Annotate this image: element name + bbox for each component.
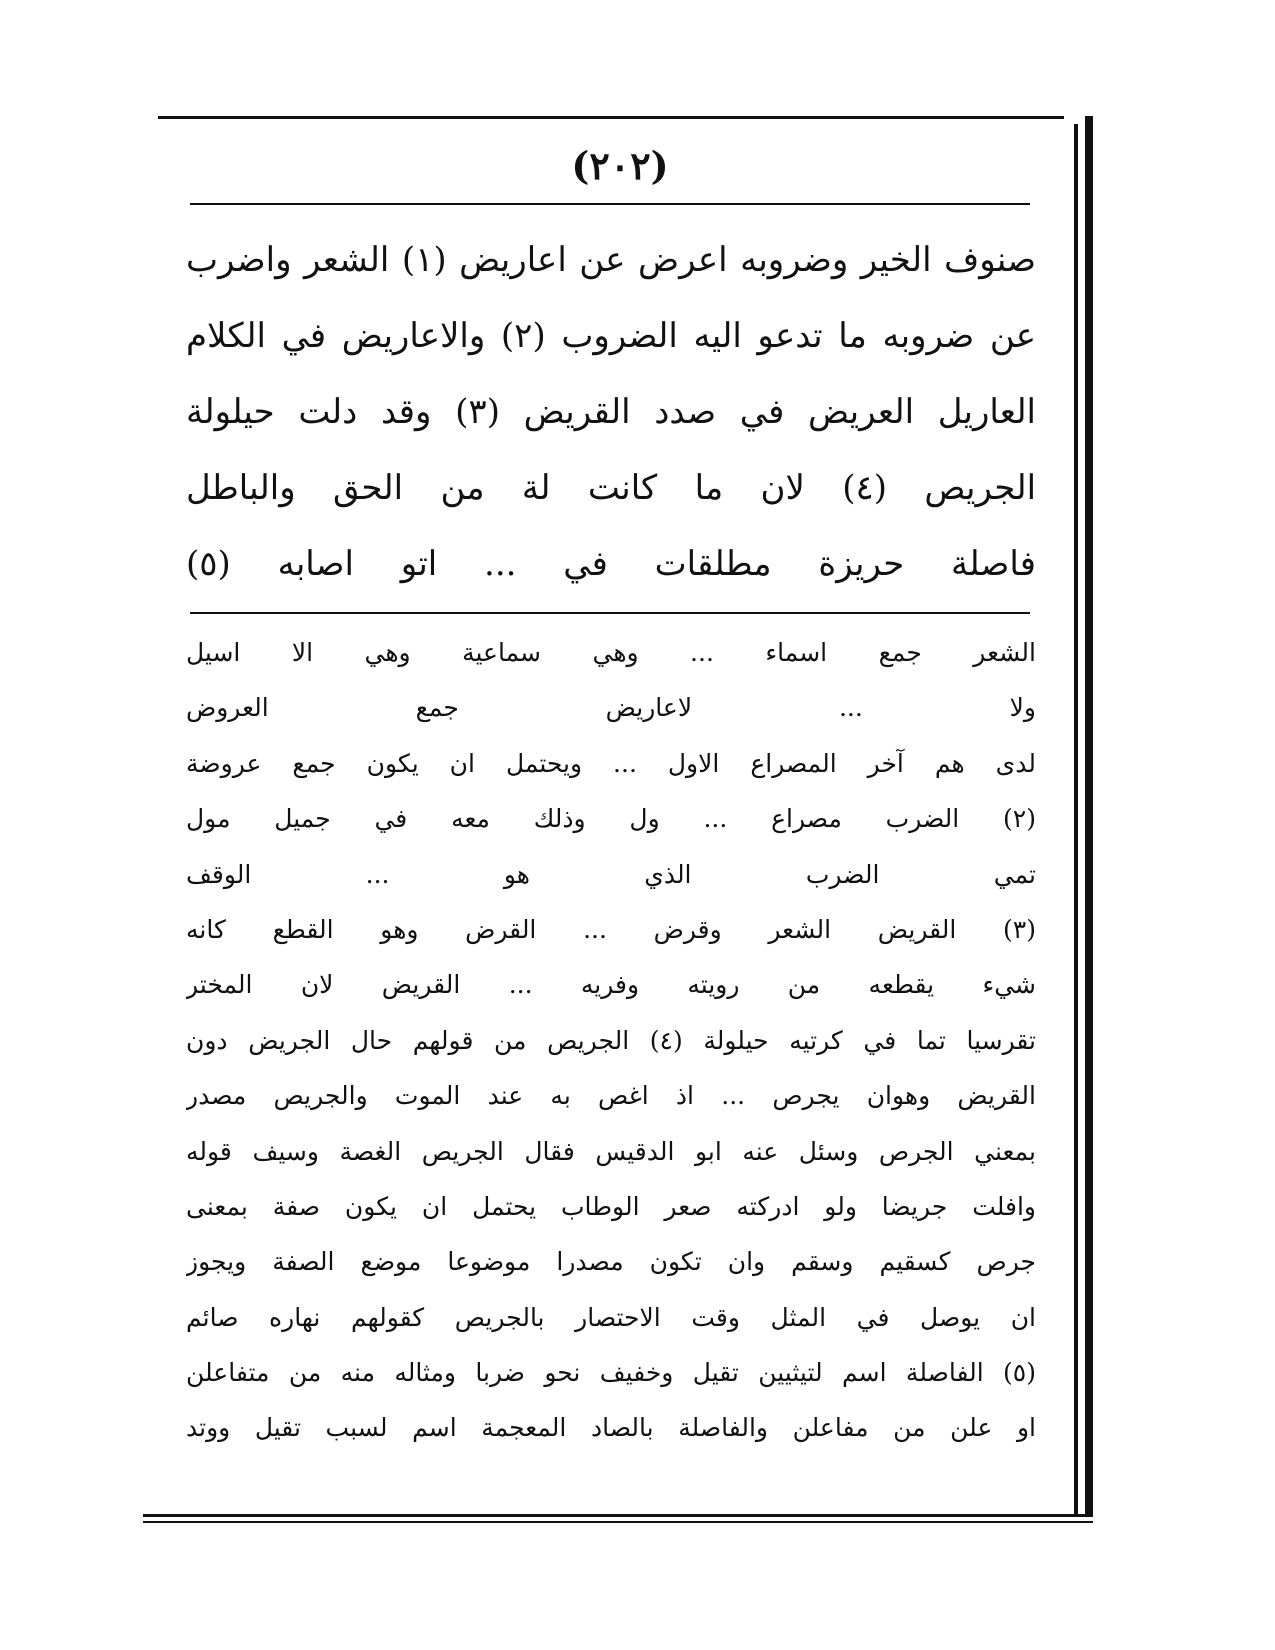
footnote-line: الشعر جمع اسماء ... وهي سماعية وهي الا اسيل (186, 638, 1036, 667)
footnote-line: شيء يقطعه من رويته وفريه ... القريض لان المختر (186, 970, 1036, 1000)
main-text-line: عن ضروبه ما تدعو اليه الضروب (٢) والاعاريض في الكلام (186, 316, 1036, 356)
main-text-line: الجريص (٤) لان ما كانت لة من الحق والباطل (186, 468, 1036, 508)
right-frame-rule-outer (1085, 116, 1093, 1516)
footnote-line: او علن من مفاعلن والفاصلة بالصاد المعجمة اسم لسبب تقيل ووتد (186, 1413, 1036, 1443)
footnote-line: تمي الضرب الذي هو ... الوقف (186, 859, 1036, 889)
footnote-line: تقرسيا تما في كرتيه حيلولة (٤) الجريص من قولهم حال الجريض دون (186, 1025, 1036, 1055)
footnote-line: (٥) الفاصلة اسم لتيثيين تقيل وخفيف نحو ضربا ومثاله منه من متفاعلن (186, 1358, 1036, 1388)
main-text-line: فاصلة حريزة مطلقات في ... اتو اصابه (٥) (186, 544, 1036, 584)
header-divider (190, 203, 1030, 205)
main-text-line: العاريل العريض في صدد القريض (٣) وقد دلت حيلولة (186, 392, 1036, 432)
page-number: (٢٠٢) (571, 143, 669, 188)
footnote-line: (٣) القريض الشعر وقرض ... القرض وهو القطع كانه (186, 914, 1036, 944)
footnotes (186, 625, 1036, 1456)
footnote-line: لدى هم آخر المصراع الاول ... ويحتمل ان يكون جمع عروضة (186, 748, 1036, 778)
right-frame-rule-inner (1074, 124, 1078, 1516)
footnote-divider (190, 612, 1030, 614)
footnote-line: ان يوصل في المثل وقت الاحتصار بالجريص كقولهم نهاره صائم (186, 1302, 1036, 1332)
bottom-frame-rule-thin (143, 1521, 1093, 1523)
top-frame-rule (158, 116, 1064, 119)
footnote-line: القريض وهوان يجرص ... اذ اغص به عند الموت والجريص مصدر (186, 1081, 1036, 1111)
main-text-line: صنوف الخير وضروبه اعرض عن اعاريض (١) الشعر واضرب (186, 240, 1036, 280)
footnote-line: جرص كسقيم وسقم وان تكون مصدرا موضوعا موضع الصفة ويجوز (186, 1247, 1036, 1277)
footnote-line: ولا ... لاعاريض جمع العروض (186, 693, 1036, 723)
footnote-line: وافلت جريضا ولو ادركته صعر الوطاب يحتمل ان يكون صفة بمعنى (186, 1191, 1036, 1221)
footnote-line: بمعني الجرص وسئل عنه ابو الدقيس فقال الجريص الغصة وسيف قوله (186, 1136, 1036, 1166)
footnote-line: (٢) الضرب مصراع ... ول وذلك معه في جميل مول (186, 804, 1036, 834)
bottom-frame-rule (143, 1514, 1093, 1517)
main-text (186, 222, 1036, 602)
